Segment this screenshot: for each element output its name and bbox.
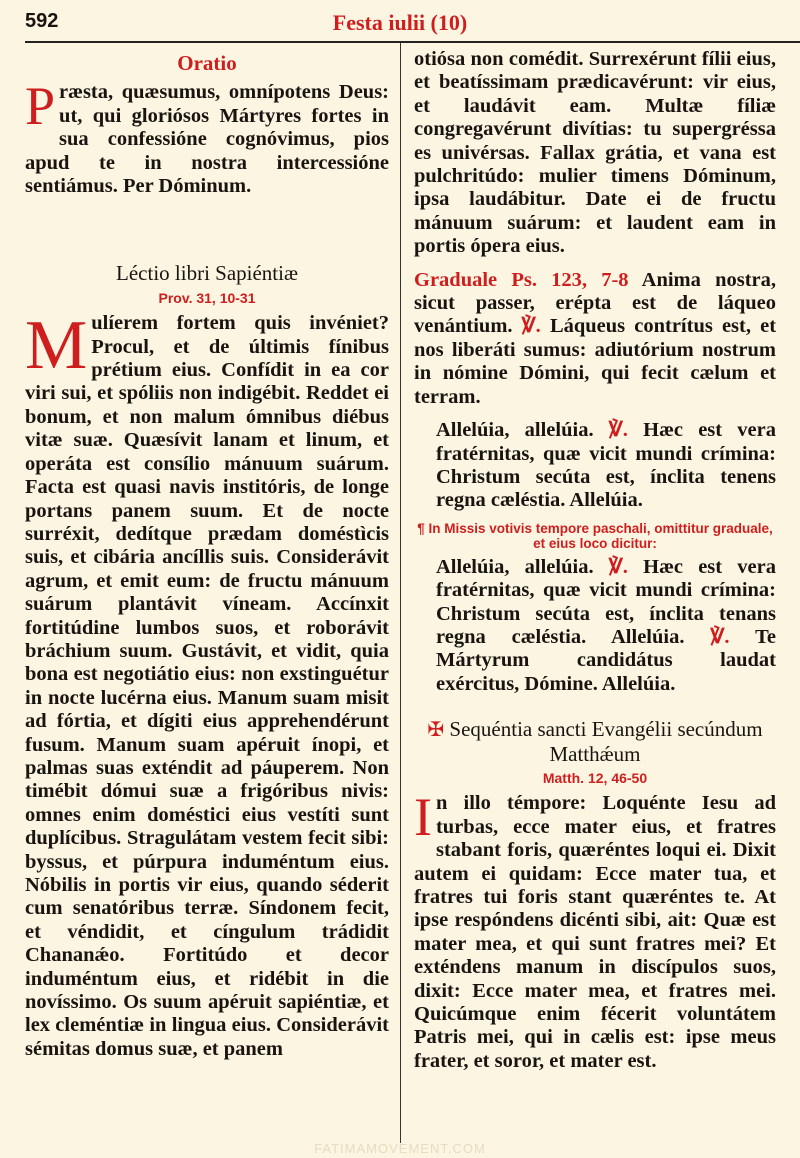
gospel-title: Sequéntia sancti Evangélii secúndum Matthǽum xyxy=(449,717,763,766)
graduale-paragraph xyxy=(414,269,776,409)
gospel-reference: Matth. 12, 46-50 xyxy=(542,769,648,786)
column-divider xyxy=(400,43,401,1143)
gospel-title-block xyxy=(414,718,776,766)
cross-icon: ✠ xyxy=(427,719,445,742)
lectio-continued: otiósa non comédit. Surrexérunt fílii eius, et beatíssimam prædicavérunt: vir eius, et laudávit eam. Multæ fíliæ congregavérunt divítias: tu supergréssa es univérsas. Fallax grátia, et vana est pulchritúdo: mulier timens Dóminum, ipsa laudábitur. Date ei de fructu mánuum suárum: et laudent eam in portis ópera eius. xyxy=(414,48,776,258)
paschal-text-3: Te Mártyrum candidátus laudat exércitus, Dómine. Allelúia. xyxy=(436,625,776,695)
versicle-icon: ℣. xyxy=(710,625,730,648)
gospel-paragraph xyxy=(414,787,776,1073)
gospel-text: n illo témpore: Loquénte Iesu ad turbas, ecce mater eius, et fratres stabant foris, quæréntes loqui ei. Dixit autem ei quidam: Ecce mater tua, et fratres tui foris stant quæréntes te. At ipse respóndens dicénti sibi, ait: Quæ est mater mea, et qui sunt fratres mei? Et exténdens manum in discípulos suos, dixit: Ecce mater mea, et fratres mei. Quicúmque enim fécerit voluntátem Patris mei, qui in cælis est: ipse meus frater, et soror, et mater est. xyxy=(414,792,776,1072)
rubric-note: ¶ In Missis votivis tempore paschali, omittitur graduale, et eius loco dicitur: xyxy=(417,520,773,551)
watermark: FATIMAMOVEMENT.COM xyxy=(314,1141,486,1156)
paschal-alleluia-paragraph xyxy=(414,556,776,696)
versicle-icon: ℣. xyxy=(521,315,541,338)
alleluia-text-2: Hæc est vera fratérnitas, quæ vicit mundi crímina: Christum secúta est, ínclita tenens regna cæléstia. Allelúia. xyxy=(436,419,776,512)
left-column xyxy=(25,48,389,1061)
lectio-title: Léctio libri Sapiéntiæ xyxy=(116,261,298,286)
oratio-text: ræsta, quæsumus, omnípotens Deus: ut, qui gloriósos Mártyres fortes in sua confessióne cognóvimus, pios apud te in nostra intercessióne sentiámus. Per Dóminum. xyxy=(25,81,389,198)
lectio-drop-cap: M xyxy=(25,307,88,385)
lectio-paragraph xyxy=(25,307,389,1061)
oratio-paragraph xyxy=(25,76,389,198)
alleluia-paragraph xyxy=(414,419,776,513)
header-rule xyxy=(25,41,800,43)
page-header xyxy=(0,0,800,40)
graduale-text-1: Anima nostra, sicut passer, erépta est de láqueo venántium. xyxy=(414,268,776,338)
paschal-text-1: Allelúia, allelúia. xyxy=(436,555,594,578)
versicle-icon: ℣. xyxy=(608,419,628,442)
graduale-label: Graduale Ps. 123, 7-8 xyxy=(414,268,629,291)
graduale-text-2: Láqueus contrítus est, et nos liberáti sumus: adiutórium nostrum in nómine Dómini, qui fecit cælum et terram. xyxy=(414,315,777,408)
lectio-reference: Prov. 31, 10-31 xyxy=(158,289,256,306)
running-title: Festa iulii (10) xyxy=(332,10,468,35)
versicle-icon: ℣. xyxy=(608,555,628,578)
lectio-text: ulíerem fortem quis invéniet? Procul, et de últimis fínibus prétium eius. Confídit in ea cor viri sui, et spóliis non indigébit. Reddet ei bonum, et non malum ómnibus diébus vitæ suæ. Quæsívit lanam et linum, et operáta est consílio mánuum suárum. Facta est quasi navis institóris, de longe portans panem suum. Et de nocte surréxit, dedítque prædam doméstìcis suis, et cibária ancíllis suis. Considerávit agrum, et emit eum: de fructu mánuum suárum plantávit víneam. Accínxit fortitúdine lumbos suos, et roborávit bráchium suum. Gustávit, et vidit, quia bona est negotiátio eius: non exstinguétur in nocte lucérna eius. Manum suam misit ad fórtia, et dígiti eius apprehendérunt fusum. Manum suam apéruit ínopi, et palmas suas exténdit ad páuperem. Non timébit dómui suæ a frigóribus nivis: omnes enim doméstici eius vestíti sunt duplícibus. Stragulátam vestem fecit sibi: byssus, et púrpura induméntum eius. Nóbilis in portis vir eius, quando séderit cum senatóribus terræ. Síndonem fecit, et véndidit, et cíngulum trádidit Chananǽo. Fortitúdo et decor induméntum eius, et ridébit in die novíssimo. Os suum apéruit sapiéntiæ, et lex cleméntiæ in lingua eius. Considerávit sémitas domus suæ, et panem xyxy=(25,312,389,1060)
right-column xyxy=(414,48,776,1073)
oratio-heading: Oratio xyxy=(177,51,237,75)
oratio-drop-cap: P xyxy=(25,76,56,137)
gospel-drop-cap: I xyxy=(414,787,432,848)
paschal-text-2: Hæc est vera fratérnitas, quæ vicit mundi crímina: Christum secúta est, ínclita tenans regna cæléstia. Allelúia. xyxy=(436,555,776,648)
alleluia-text-1: Allelúia, allelúia. xyxy=(436,419,594,442)
page-number: 592 xyxy=(25,10,59,32)
